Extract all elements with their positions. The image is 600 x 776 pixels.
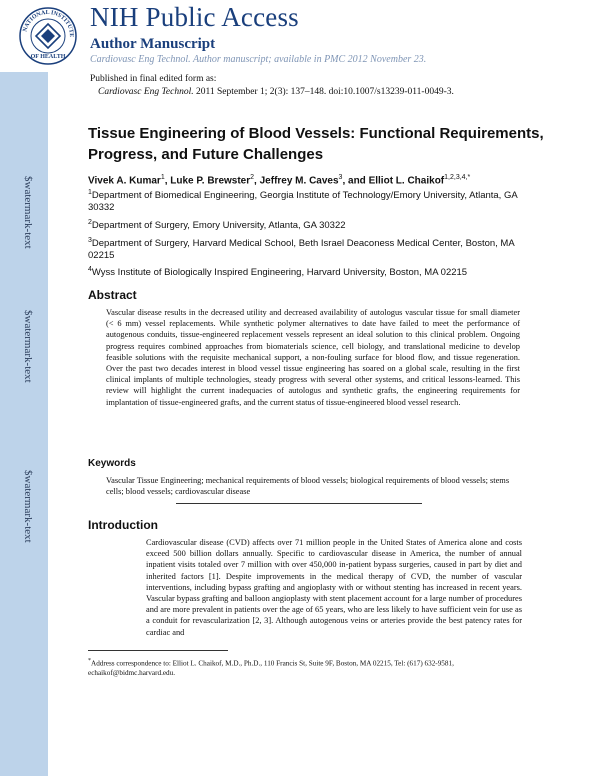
affiliation [88, 187, 528, 214]
author-affiliation-mark: 2 [250, 174, 255, 181]
citation-details: 2011 September 1; 2(3): 137–148. doi:10.1007/s13239-011-0049-3. [193, 87, 454, 97]
author-affiliation-mark: 3 [338, 174, 343, 181]
author-affiliation-mark: 1 [160, 174, 165, 181]
author-separator: , [254, 175, 260, 187]
nih-public-access-title: NIH Public Access [90, 2, 299, 32]
affiliation [88, 217, 528, 232]
section-divider [176, 503, 422, 504]
affiliation-text: Department of Biomedical Engineering, Georgia Institute of Technology/Emory University, Atlanta, GA 30332 [88, 190, 518, 214]
affiliation-text: Department of Surgery, Harvard Medical School, Beth Israel Deaconess Medical Center, Boston, MA 02215 [88, 238, 515, 262]
affiliation-mark: 4 [88, 266, 92, 273]
author-name: Jeffrey M. Caves [259, 175, 339, 187]
introduction-body: Cardiovascular disease (CVD) affects over 71 million people in the United States of America alone and costs exceed 500 billion dollars annually. Specific to cardiovascular disease in America, the number of annual inpatient visits totaled over 7 million with over 450,000 in-patient bypass surgeries, caused in part by diet and inherited factors [1]. Despite improvements in the medical therapy of CVD, the number of vascular interventions, including bypass grafting and angioplasty with or without stenting has increased in recent years. Vascular bypass grafting and balloon angioplasty with stent placement account for a large number of procedures and are more prevalent in patients over the age of 65 years, who are less likely to have sufficient vein for use as a conduit for revascularization [2, 3]. Although autogenous veins or arteries provide the best patency rates for cardiac and [146, 538, 522, 637]
journal-name: Cardiovasc Eng Technol. [98, 87, 194, 97]
affiliation-mark: 2 [88, 219, 92, 226]
affiliation-mark: 3 [88, 237, 92, 244]
author-separator: , [164, 175, 171, 187]
nih-seal-logo [18, 6, 78, 66]
published-in-label: Published in final edited form as: [90, 74, 217, 84]
watermark-sidebar [0, 72, 48, 776]
affiliation-text: Department of Surgery, Emory University, Atlanta, GA 30322 [91, 220, 346, 232]
abstract-body: Vascular disease results in the decreased utility and decreased availability of autologus vascular tissue for small diameter (< 6 mm) vessel replacements. While synthetic polymer alternatives to date have failed to meet the performance of autogenous conduits, tissue-engineered replacement vessels represent an ideal solution to this clinical problem. Ongoing progress requires combined approaches from biomaterials science, cell biology, and translational medicine to develop feasible solutions with the requisite mechanical support, a non-fouling surface for blood flow, and tissue regeneration. Over the past two decades interest in blood vessel tissue engineering has soared on a global scale, resulting in the first clinical implants of multiple technologies, steady progress with several other systems, and critical lessons-learned. This review will highlight the current inadequacies of autologus and synthetic grafts, the engineering requirements for implantation of tissue-engineered grafts, and the current status of tissue-engineered blood vessel research. [106, 308, 520, 407]
footnote-divider [88, 650, 228, 651]
affiliation-text: Wyss Institute of Biologically Inspired Engineering, Harvard University, Boston, MA 02215 [91, 267, 468, 279]
footnote-text: Address correspondence to: Elliot L. Chaikof, M.D., Ph.D., 110 Francis St, Suite 9F, Boston, MA 02215, Tel: (617) 632-9581, echaikof@bidmc.harvard.edu. [88, 659, 454, 678]
author-list [88, 174, 470, 186]
author-affiliation-mark: 1,2,3,4,* [444, 174, 471, 181]
keywords-body: Vascular Tissue Engineering; mechanical requirements of blood vessels; biological requirements of blood vessels; stems cells; blood vessels; cardiovascular disease [106, 476, 510, 497]
affiliation [88, 264, 528, 279]
author-name: Luke P. Brewster [170, 175, 251, 187]
watermark-text: $watermark-text [22, 470, 34, 543]
affiliation [88, 235, 528, 262]
watermark-text: $watermark-text [22, 310, 34, 383]
watermark-text: $watermark-text [22, 176, 34, 249]
author-separator: , and [342, 175, 369, 187]
svg-text:NATIONAL INSTITUTES: NATIONAL INSTITUTE [22, 9, 75, 38]
author-name: Elliot L. Chaikof [368, 175, 445, 187]
author-name: Vivek A. Kumar [88, 175, 161, 187]
pmc-availability-note: Cardiovasc Eng Technol. Author manuscript; available in PMC 2012 November 23. [90, 54, 427, 65]
abstract-heading: Abstract [88, 288, 137, 302]
author-manuscript-label: Author Manuscript [90, 36, 216, 52]
keywords-heading: Keywords [88, 458, 136, 469]
article-title: Tissue Engineering of Blood Vessels: Functional Requirements, Progress, and Future Challenges [88, 125, 544, 163]
introduction-heading: Introduction [88, 518, 158, 532]
affiliation-mark: 1 [88, 189, 92, 196]
correspondence-footnote [88, 656, 528, 678]
svg-text:OF HEALTH: OF HEALTH [30, 54, 66, 60]
citation-line [98, 87, 454, 97]
footnote-mark: * [88, 658, 91, 664]
